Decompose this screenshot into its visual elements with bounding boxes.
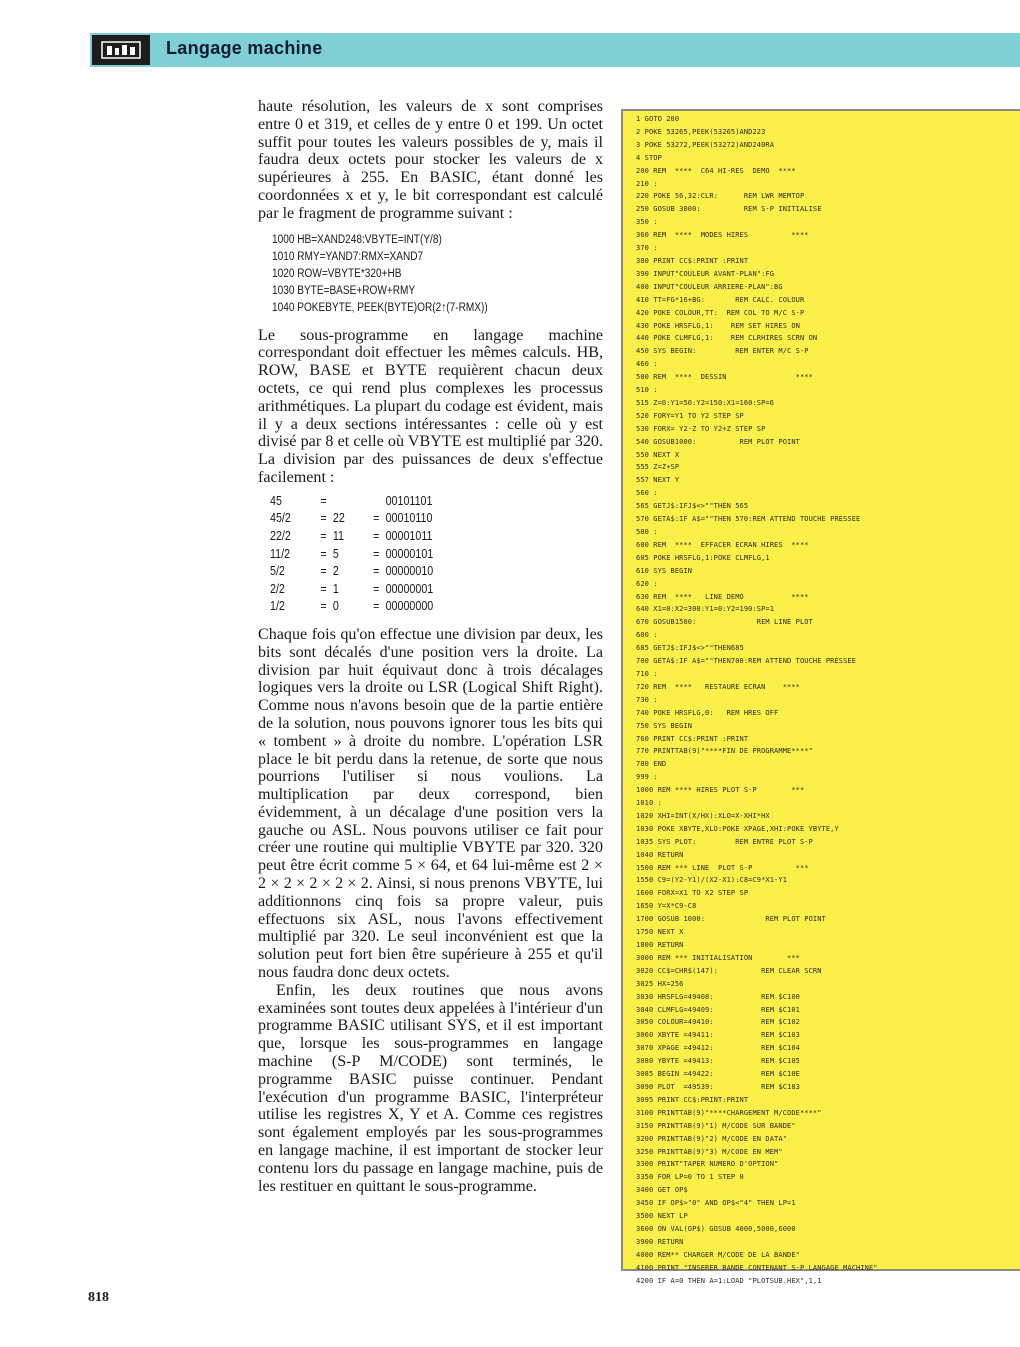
listing-line: 557 NEXT Y [636,476,680,485]
listing-line: 515 Z=0:Y1=50:Y2=150:X1=160:SP=6 [636,398,775,407]
listing-line: 3025 HX=256 [636,979,684,988]
listing-line: 3350 FOR LP=0 TO 1 STEP 0 [636,1173,744,1182]
division-row: 2/2 = 1 = 00000001 [270,581,434,596]
listing-line: 770 PRINTTAB(9)"****FIN DE PROGRAMME****" [636,747,813,756]
listing-line: 730 : [636,695,658,704]
listing-line: 1800 RETURN [636,941,684,949]
listing-line: 1700 GOSUB 1000: REM PLOT POINT [636,915,826,924]
listing-line: 600 REM **** EFFACER ECRAN HIRES **** [636,540,809,549]
listing-line: 350 : [636,218,658,227]
listing-line: 1030 POKE XBYTE,XLO:POKE XPAGE,XHI:POKE YBYTE,Y [636,824,839,833]
listing-line: 3095 PRINT CC$:PRINT:PRINT [636,1095,749,1104]
listing-line: 3900 RETURN [636,1237,684,1246]
listing-line: 3060 XBYTE =49411: REM $C103 [636,1031,800,1040]
division-table [270,493,553,616]
listing-line: 220 POKE 56,32:CLR: REM LWR MEMTOP [636,192,805,201]
code-line: 1010 RMY=YAND7:RMX=XAND7 [272,248,424,263]
listing-line: 200 REM **** C64 HI-RES DEMO **** [636,166,796,175]
paragraph-4: Enfin, les deux routines que nous avons examinées sont toutes deux appelées à l'intérieur d'un programme BASIC utilisant SYS, et il est important que, lorsque les sous-programmes en langage machine (S-P M/CODE) sont terminés, le programme BASIC puisse continuer. Pendant l'exécution d'un programme BASIC, l'interpréteur utilise les registres X, Y et A. Comme ces registres sont également employés par les sous-programmes en langage machine, il est important de stocker leur contenu lors du passage en langage machine, puis de les restituer en quittant le sous-programme. [258,981,603,1195]
listing-line: 565 GETJ$:IFJ$<>""THEN 565 [636,502,749,511]
code-line: 1040 POKEBYTE, PEEK(BYTE)OR(2↑(7-RMX)) [272,300,488,315]
listing-line: 1040 RETURN [636,850,684,859]
listing-line: 1020 XHI=INT(X/HX):XLO=X-XHI*HX [636,811,770,820]
listing-line: 580 : [636,528,658,536]
listing-line: 740 POKE HRSFLG,0: REM HRES OFF [636,708,779,717]
listing-line: 400 INPUT"COULEUR ARRIERE-PLAN":BG [636,282,783,291]
listing-line: 370 : [636,244,658,253]
listing-line: 560 : [636,489,658,498]
listing-line: 605 POKE HRSFLG,1:POKE CLMFLG,1 [636,553,770,562]
listing-line: 360 REM **** MODES HIRES **** [636,231,809,240]
listing-line: 3400 GET OP$ [636,1186,688,1195]
listing-line: 250 GOSUB 3000: REM S-P INITIALISE [636,205,822,214]
listing-line: 520 FORY=Y1 TO Y2 STEP SP [636,411,744,420]
listing-line: 530 FORX= Y2-Z TO Y2+Z STEP SP [636,424,766,433]
listing-line: 3020 CC$=CHR$(147): REM CLEAR SCRN [636,966,822,975]
paragraph-1: haute résolution, les valeurs de x sont comprises entre 0 et 319, et celles de y entre 0 et 199. Un octet suffit pour toutes les valeurs possibles de y, mais il faudra deux octets pour stocker les valeurs de x supérieures à 255. En BASIC, étant donné les coordonnées x et y, le bit correspondant est calculé par le fragment de programme suivant : [258,98,603,222]
division-row: 11/2 = 5 = 00000101 [270,546,434,561]
basic-code-fragment [272,231,543,317]
listing-line: 3080 YBYTE =49413: REM $C105 [636,1057,800,1066]
chip-icon [92,35,150,65]
listing-line: 1650 Y=X*C9-C8 [636,902,697,911]
listing-line: 3600 ON VAL(OP$) GOSUB 4000,5000,6000 [636,1224,796,1233]
listing-line: 3100 PRINTTAB(9)"****CHARGEMENT M/CODE****" [636,1108,822,1117]
listing-line: 4100 PRINT "INSERER BANDE CONTENANT S-P LANGAGE MACHINE" [636,1263,878,1272]
listing-line: 1600 FORX=X1 TO X2 STEP SP [636,889,749,898]
listing-line: 4000 REM** CHARGER M/CODE DE LA BANDE" [636,1250,800,1259]
listing-line: 720 REM **** RESTAURE ECRAN **** [636,682,800,691]
listing-line: 999 : [636,773,658,782]
listing-line: 750 SYS BEGIN [636,721,693,730]
listing-line: 4 STOP [636,153,662,162]
listing-line: 3000 REM *** INITIALISATION *** [636,953,800,962]
listing-line: 630 REM **** LINE DEMO **** [636,592,809,601]
listing-line: 3450 IF OP$>"0" AND OP$<"4" THEN LP=1 [636,1199,796,1208]
listing-line: 3040 CLMFLG=49409: REM $C101 [636,1005,800,1014]
listing-line: 555 Z=Z+SP [636,463,680,472]
listing-line: 640 X1=0:X2=300:Y1=0:Y2=190:SP=1 [636,605,775,614]
listing-line: 430 POKE HRSFLG,1: REM SET HIRES ON [636,321,800,330]
listing-line: 450 SYS BEGIN: REM ENTER M/C S-P [636,347,809,356]
listing-line: 540 GOSUB1000: REM PLOT POINT [636,437,800,446]
listing-line: 620 : [636,579,658,588]
listing-line: 1035 SYS PLOT: REM ENTRE PLOT S-P [636,837,813,846]
program-listing [636,113,878,1287]
listing-line: 2 POKE 53265,PEEK(53265)AND223 [636,127,766,136]
listing-line: 3150 PRINTTAB(9)"1) M/CODE SUR BANDE" [636,1121,796,1130]
code-line: 1030 BYTE=BASE+ROW+RMY [272,283,416,298]
listing-line: 3090 PLOT =49539: REM $C183 [636,1082,800,1091]
listing-line: 1010 : [636,799,662,808]
listing-line: 1500 REM *** LINE PLOT S-P *** [636,863,809,872]
division-row: 45 = 00101101 [270,493,433,508]
paragraph-3: Chaque fois qu'on effectue une division par deux, les bits sont décalés d'une position vers la droite. La division par huit équivaut donc à trois décalages logiques vers la droite ou LSR (Logical Shift Right). Comme nous n'avons besoin que de la partie entière de la solution, nous pouvons ignorer tous les bits qui « tombent » à droite du nombre. L'opération LSR place le bit perdu dans la retenue, de sorte que nous pourrions l'utiliser si nous voulions. La multiplication par deux correspond, bien évidemment, à un décalage d'une position vers la gauche ou ASL. Nous pouvons utiliser ce fait pour créer une routine qui multiplie VBYTE par 320. 320 peut être écrit comme 5 × 64, et 64 lui-même est 2 × 2 × 2 × 2 × 2 × 2. Ainsi, si nous prenons VBYTE, lui additionnons cinq fois sa propre valeur, puis effectuons six ASL, nous l'avons effectivement multiplié par 320. Le seul inconvénient est que la solution peut fort bien être supérieure à 255 et qu'il nous faudra donc deux octets. [258,625,603,982]
listing-line: 440 POKE CLMFLG,1: REM CLRHIRES SCRN ON [636,334,818,343]
listing-line: 210 : [636,179,658,188]
division-row: 22/2 = 11 = 00001011 [270,528,433,543]
code-line: 1020 ROW=VBYTE*320+HB [272,265,402,280]
listing-line: 3200 PRINTTAB(9)"2) M/CODE EN DATA" [636,1134,788,1143]
division-row: 1/2 = 0 = 00000000 [270,599,434,614]
division-row: 5/2 = 2 = 00000010 [270,564,434,579]
listing-line: 3030 HRSFLG=49408: REM $C100 [636,992,800,1001]
listing-line: 460 : [636,360,658,369]
listing-line: 410 TT=FG*16+BG: REM CALC. COLOUR [636,295,805,304]
code-line: 1000 HB=XAND248:VBYTE=INT(Y/8) [272,231,442,246]
listing-line: 1550 C9=(Y2-Y1)/(X2-X1):C8=C9*X1-Y1 [636,876,788,885]
listing-line: 380 PRINT CC$:PRINT :PRINT [636,256,749,265]
listing-line: 700 GETA$:IF A$=""THEN700:REM ATTEND TOUCHE PRESSEE [636,657,857,666]
listing-line: 3085 BEGIN =49422: REM $C10E [636,1070,800,1079]
listing-line: 3500 NEXT LP [636,1212,688,1221]
listing-line: 1 GOTO 200 [636,115,680,123]
listing-line: 390 INPUT"COULEUR AVANT-PLAN":FG [636,269,775,278]
listing-line: 3250 PRINTTAB(9)"3) M/CODE EN MEM" [636,1147,783,1156]
listing-line: 3050 COLOUR=49410: REM $C102 [636,1018,800,1027]
listing-line: 550 NEXT X [636,450,680,459]
paragraph-2: Le sous-programme en langage machine correspondant doit effectuer les mêmes calculs. HB, ROW, BASE et BYTE requièrent chacun deux octets, ce qui rend plus complexes les processus arithmétiques. La plupart du codage est évident, mais il y a deux sections intéressantes : celle où y est divisé par 8 et celle où VBYTE est multiplié par 320. La division par des puissances de deux s'effectue facilement : [258,326,603,486]
listing-line: 710 : [636,669,658,678]
listing-line: 780 END [636,760,667,769]
listing-line: 3300 PRINT"TAPER NUMERO D'OPTION" [636,1160,779,1169]
division-row: 45/2 = 22 = 00010110 [270,511,433,526]
listing-line: 670 GOSUB1500: REM LINE PLOT [636,618,813,627]
article-text-column [258,98,603,1195]
listing-line: 610 SYS BEGIN [636,566,693,575]
listing-line: 510 : [636,386,658,395]
listing-line: 420 POKE COLOUR,TT: REM COL TO M/C S-P [636,308,805,317]
listing-line: 680 : [636,631,658,640]
listing-line: 570 GETA$:IF A$=""THEN 570:REM ATTEND TOUCHE PRESSEE [636,515,861,524]
listing-line: 3 POKE 53272,PEEK(53272)AND240RA [636,140,775,149]
listing-line: 4200 IF A=0 THEN A=1:LOAD "PLOTSUB.HEX",1,1 [636,1276,822,1285]
listing-line: 1750 NEXT X [636,928,684,937]
listing-line: 760 PRINT CC$:PRINT :PRINT [636,734,749,743]
listing-line: 500 REM **** DESSIN **** [636,373,813,382]
page-number: 818 [88,1290,109,1305]
section-title: Langage machine [166,38,323,58]
listing-line: 1000 REM **** HIRES PLOT S-P *** [636,786,805,795]
listing-line: 3070 XPAGE =49412: REM $C104 [636,1044,800,1053]
listing-line: 685 GETJ$:IFJ$<>""THEN685 [636,644,744,653]
